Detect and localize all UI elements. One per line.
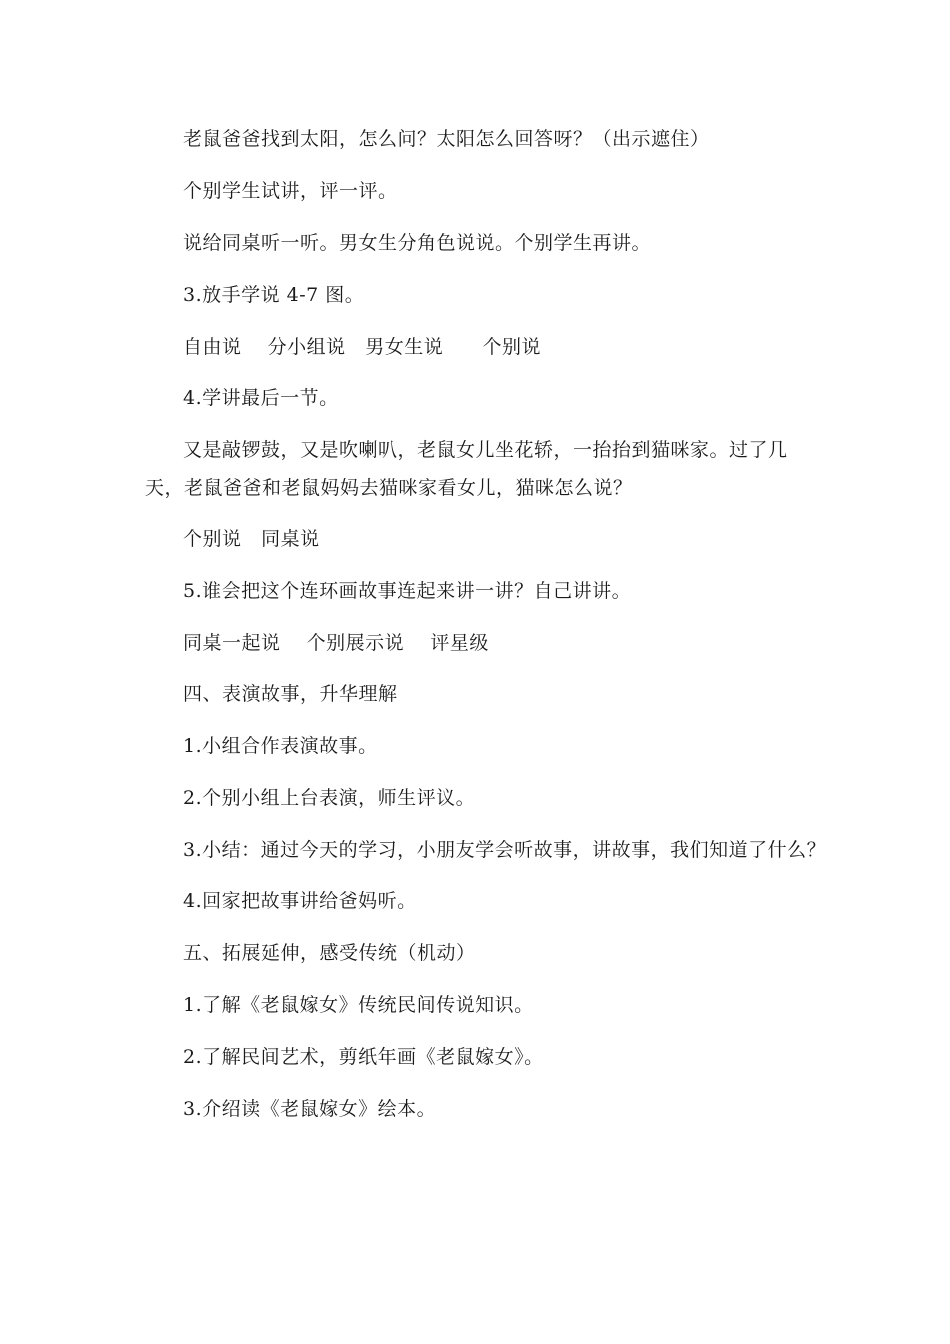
paragraph-4: 3.放手学说 4-7 图。 [183,284,365,306]
paragraph-2: 个别学生试讲，评一评。 [183,180,398,202]
paragraph-18: 2.了解民间艺术，剪纸年画《老鼠嫁女》。 [183,1046,544,1068]
paragraph-7: 又是敲锣鼓，又是吹喇叭，老鼠女儿坐花轿，一抬抬到猫咪家。过了几天，老鼠爸爸和老鼠妈妈去猫咪家看女儿，猫咪怎么说？ [145,439,788,499]
paragraph-19: 3.介绍读《老鼠嫁女》绘本。 [183,1098,437,1120]
paragraph-3: 说给同桌听一听。男女生分角色说说。个别学生再讲。 [183,232,652,254]
paragraph-9: 5.谁会把这个连环画故事连起来讲一讲？自己讲讲。 [183,580,632,602]
paragraph-5: 自由说 分小组说 男女生说 个别说 [183,336,542,358]
paragraph-13: 2.个别小组上台表演，师生评议。 [183,787,476,809]
paragraph-12: 1.小组合作表演故事。 [183,735,378,757]
paragraph-17: 1.了解《老鼠嫁女》传统民间传说知识。 [183,994,534,1016]
paragraph-15: 4.回家把故事讲给爸妈听。 [183,890,417,912]
paragraph-1: 老鼠爸爸找到太阳，怎么问？太阳怎么回答呀？（出示遮住） [183,128,710,150]
section-heading-4: 四、表演故事，升华理解 [183,683,398,705]
section-heading-5: 五、拓展延伸，感受传统（机动） [183,942,476,964]
paragraph-8: 个别说 同桌说 [183,528,320,550]
paragraph-10: 同桌一起说 个别展示说 评星级 [183,632,489,654]
paragraph-6: 4.学讲最后一节。 [183,387,339,409]
paragraph-14: 3.小结：通过今天的学习，小朋友学会听故事，讲故事，我们知道了什么？ [183,839,827,861]
